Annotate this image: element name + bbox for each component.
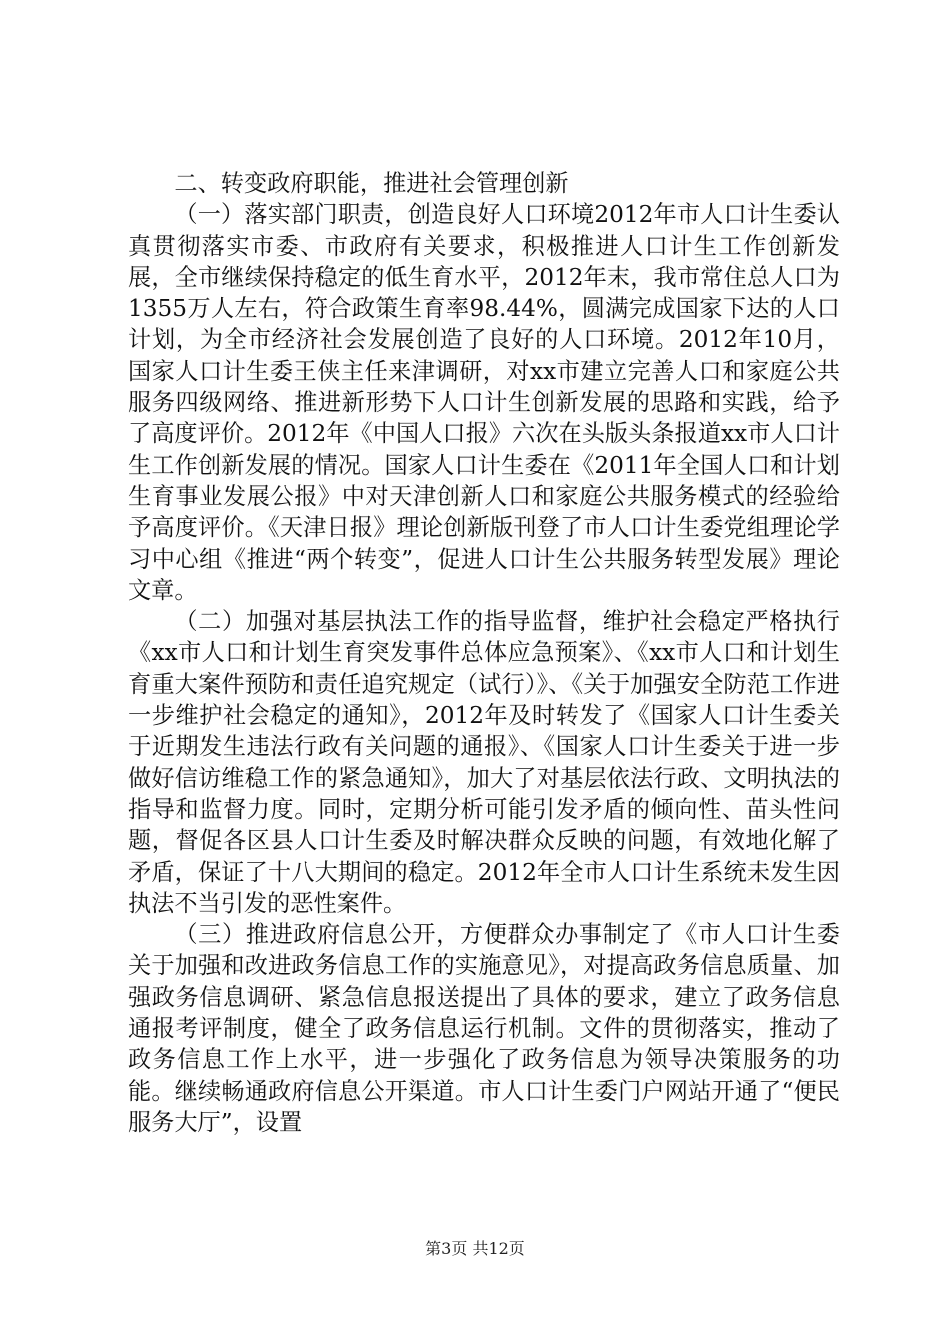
section-heading: 二、转变政府职能，推进社会管理创新 — [174, 170, 569, 197]
page-footer: 第3页 共12页 — [425, 1239, 525, 1258]
paragraph-1: （一）落实部门职责，创造良好人口环境2012年市人口计生委认真贯彻落实市委、市政府有关要求，积极推进人口计生工作创新发展，全市继续保持稳定的低生育水平，2012年末，我市常住总人口为1355万人左右，符合政策生育率98.44%，圆满完成国家下达的人口计划，为全市经济社会发展创造了良好的人口环境。2012年10月，国家人口计生委王侠主任来津调研，对xx市建立完善人口和家庭公共服务四级网络、推进新形势下人口计生创新发展的思路和实践，给予了高度评价。2012年《中国人口报》六次在头版头条报道xx市人口计生工作创新发展的情况。国家人口计生委在《2011年全国人口和计划生育事业发展公报》中对天津创新人口和家庭公共服务模式的经验给予高度评价。《天津日报》理论创新版刊登了市人口计生委党组理论学习中心组《推进“两个转变”，促进人口计生公共服务转型发展》理论文章。 — [128, 201, 840, 604]
paragraph-3: （三）推进政府信息公开，方便群众办事制定了《市人口计生委关于加强和改进政务信息工作的实施意见》，对提高政务信息质量、加强政务信息调研、紧急信息报送提出了具体的要求，建立了政务信息通报考评制度，健全了政务信息运行机制。文件的贯彻落实，推动了政务信息工作上水平，进一步强化了政务信息为领导决策服务的功能。继续畅通政府信息公开渠道。市人口计生委门户网站开通了“便民服务大厅”，设置 — [128, 921, 840, 1136]
paragraph-2: （二）加强对基层执法工作的指导监督，维护社会稳定严格执行《xx市人口和计划生育突发事件总体应急预案》、《xx市人口和计划生育重大案件预防和责任追究规定（试行）》、《关于加强安全防范工作进一步维护社会稳定的通知》，2012年及时转发了《国家人口计生委关于近期发生违法行政有关问题的通报》、《国家人口计生委关于进一步做好信访维稳工作的紧急通知》，加大了对基层依法行政、文明执法的指导和监督力度。同时，定期分析可能引发矛盾的倾向性、苗头性问题，督促各区县人口计生委及时解决群众反映的问题，有效地化解了矛盾，保证了十八大期间的稳定。2012年全市人口计生系统未发生因执法不当引发的恶性案件。 — [128, 608, 840, 917]
document-body — [128, 168, 840, 1138]
